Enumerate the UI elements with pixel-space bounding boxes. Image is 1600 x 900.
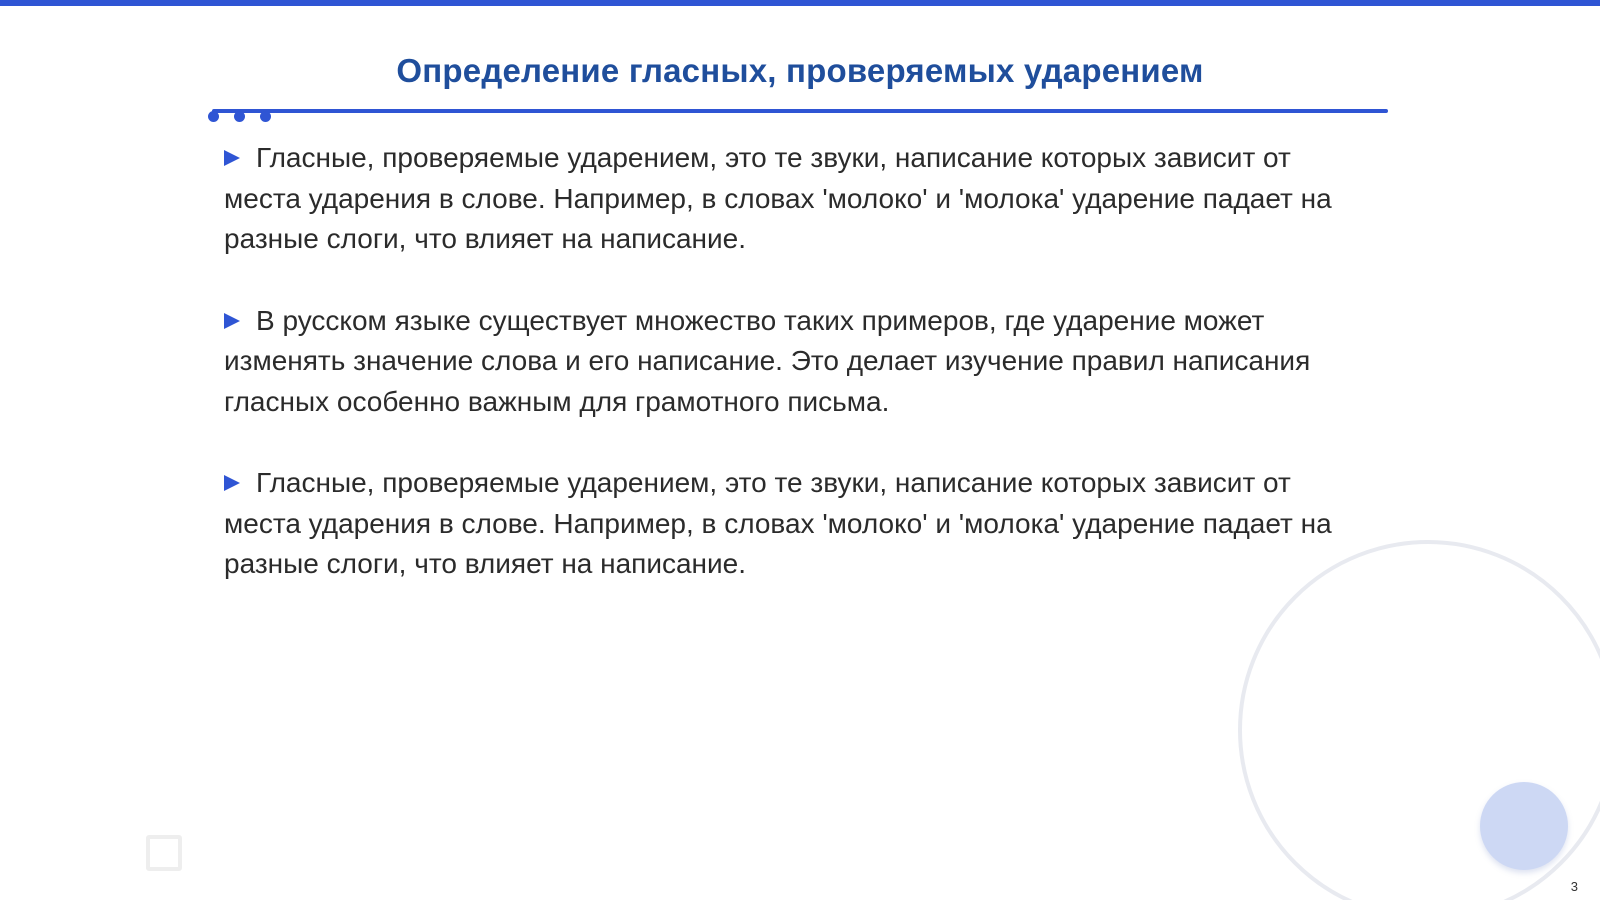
triangle-bullet-icon	[224, 150, 240, 166]
title-dot-3	[260, 111, 271, 122]
top-accent-bar	[0, 0, 1600, 6]
page-number: 3	[1570, 879, 1578, 894]
title-dot-2	[234, 111, 245, 122]
bullet-item-3	[224, 463, 1374, 585]
title-dot-1	[208, 111, 219, 122]
title-underline	[212, 109, 1388, 113]
bullet-item-1	[224, 138, 1374, 260]
triangle-bullet-icon	[224, 475, 240, 491]
triangle-bullet-icon	[224, 313, 240, 329]
bullet-item-2	[224, 301, 1374, 423]
bullet-text-2: В русском языке существует множество таких примеров, где ударение может изменять значение слова и его написание. Это делает изучение правил написания гласных особенно важным для грамотного письма.	[224, 304, 1311, 417]
bullet-list	[224, 138, 1374, 626]
bullet-text-1: Гласные, проверяемые ударением, это те звуки, написание которых зависит от места ударения в слове. Например, в словах 'молоко' и 'молока' ударение падает на разные слоги, что влияет на написание.	[224, 142, 1332, 254]
slide-title: Определение гласных, проверяемых ударением	[396, 52, 1204, 89]
decorative-circle	[1480, 782, 1568, 870]
bullet-text-3: Гласные, проверяемые ударением, это те звуки, написание которых зависит от места ударения в слове. Например, в словах 'молоко' и 'молока' ударение падает на разные слоги, что влияет на написание.	[224, 467, 1332, 579]
decorative-square	[146, 835, 182, 871]
